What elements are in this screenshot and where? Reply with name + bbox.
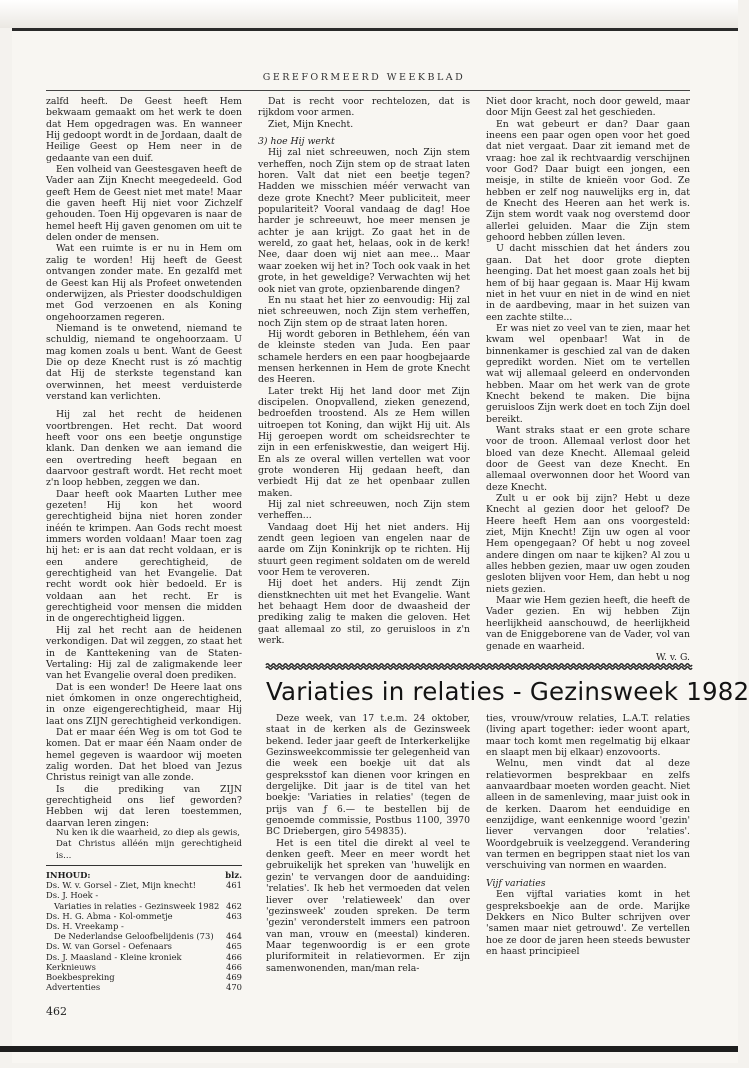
toc-row <box>46 952 242 962</box>
paragraph: Hij zal het recht aan de heidenen verkondigen. Dat wil zeggen, zo staat het in de Kanttekening van de Staten-Vertaling: Hij zal de zaligmakende leer van het Evangelie overal doen prediken. <box>46 624 242 682</box>
column-3 <box>486 96 690 663</box>
page-number: 462 <box>46 1005 67 1018</box>
header-rule <box>46 90 690 91</box>
paragraph: Hij zal niet schreeuwen, noch Zijn stem verheffen... <box>258 499 470 522</box>
toc-entry: Ds. J. Hoek - <box>46 890 99 901</box>
toc-row <box>46 972 242 982</box>
closing-verse <box>46 826 242 860</box>
toc-row <box>46 911 242 921</box>
toc-entry: Ds. J. Maasland - Kleine kroniek <box>46 951 182 962</box>
running-head: GEREFORMEERD WEEKBLAD <box>262 72 466 83</box>
paragraph: En wat gebeurt er dan? Daar gaan ineens een paar ogen open voor het goed dat niet vergaat. Daar zit iemand met de vraag: hoe zal ik rechtvaardig verschijnen voor God? Daar buigt een jongen, een meisje, in stilte de knieën voor God. Ze hebben er zelf nog nauwelijks erg in, dat de Knecht des Heeren aan het werk is. Zijn stem wordt vaak nog overstemd door allerlei geluiden. Maar die Zijn stem gehoord hebben zúllen leven. <box>486 118 690 244</box>
toc-entry: Variaties in relaties - Gezinsweek 1982 <box>54 900 220 911</box>
paragraph: Is die prediking van ZIJN gerechtigheid ons lief geworden? Hebben wij dat leren toestemmen, daarvan leren zingen: <box>46 783 242 829</box>
paragraph: Niet door kracht, noch door geweld, maar door Mijn Geest zal het geschieden. <box>486 96 690 119</box>
toc-page: 470 <box>226 982 242 993</box>
toc-row <box>46 931 242 941</box>
toc-page: 469 <box>226 972 242 983</box>
paragraph: Een vijftal variaties komt in het gespreksboekje aan de orde. Marijke Dekkers en Nico Bulter schrijven over 'samen maar niet getrouwd'. Ze vertellen hoe ze door de jaren heen steeds bewuster en haast principieel <box>486 889 690 957</box>
page-top-shadow <box>0 0 738 28</box>
paragraph: Want straks staat er een grote schare voor de troon. Allemaal verlost door het bloed van deze Knecht. Allemaal geleid door de Geest van deze Knecht. En allemaal overwonnen door het Woord van deze Knecht. <box>486 424 690 493</box>
paragraph: U dacht misschien dat het ánders zou gaan. Dat het door grote diepten heenging. Dat het moest gaan zoals het bij hem of bij haar gegaan is. Maar Hij kwam niet in het vuur en niet in de wind en niet in de aardbeving, maar in het suizen van een zachte stilte... <box>486 243 690 323</box>
toc-row <box>46 921 242 931</box>
toc-page: 465 <box>226 941 242 952</box>
toc-header-page: blz. <box>225 870 242 880</box>
toc-row <box>46 901 242 911</box>
paragraph: Er was niet zo veel van te zien, maar het kwam wel openbaar! Wat in de binnenkamer is geschied zal van de daken gepredikt worden. Niet om te vertellen wat wij allemaal geleerd en ondervonden hebben. Maar om het werk van de grote Knecht bekend te maken. Die bijna geruisloos Zijn werk doet en toch Zijn doel bereikt. <box>486 322 690 425</box>
toc-entry: Ds. H. Vreekamp - <box>46 921 124 932</box>
paragraph: Wat een ruimte is er nu in Hem om zalig te worden! Hij heeft de Geest ontvangen zonder mate. En gezalfd met de Geest kan Hij als Profeet onwetenden onderwijzen, als Priester doodschuldigen met God verzoenen en als Koning ongehoorzamen regeren. <box>46 243 242 323</box>
toc-row <box>46 941 242 951</box>
paragraph: Vandaag doet Hij het niet anders. Hij zendt geen legioen van engelen naar de aarde om Zijn Koninkrijk op te richten. Hij stuurt geen regiment soldaten om de wereld voor Hem te veroveren. <box>258 521 470 579</box>
toc-entry: Ds. W. van Gorsel - Oefenaars <box>46 941 172 952</box>
article-column-1 <box>266 713 470 993</box>
toc-entry: Kerknieuws <box>46 961 96 972</box>
paragraph: Dat is recht voor rechtelozen, dat is rijkdom voor armen. <box>258 96 470 119</box>
bottom-bar <box>0 1046 738 1052</box>
toc-page: 463 <box>226 910 242 921</box>
toc-entry: Advertenties <box>46 982 101 993</box>
verse-line: Nu ken ik die waarheid, zo diep als gewis, <box>56 828 240 838</box>
paragraph: Welnu, men vindt dat al deze relatievormen besprekbaar en zelfs aanvaardbaar moeten worden geacht. Niet alleen in de samenleving, maar juist ook in de kerken. Daarom het eenduidige en eenzijdige, want eenkennige woord 'gezin' liever vervangen door 'relaties'. Woordgebruik is veelzeggend. Verandering van termen en begrippen staat niet los van verschuiving van normen en waarden. <box>486 758 690 872</box>
section-heading: Vijf variaties <box>486 877 546 889</box>
column-1 <box>46 96 242 829</box>
paragraph: Het is een titel die direkt al veel te denken geeft. Meer en meer wordt het gebruikelijk het spreken van 'huwelijk en gezin' te vervangen door de aanduiding: 'relaties'. Ik heb het vermoeden dat velen liever over 'relatieweek' dan over 'gezinsweek' zouden spreken. De term 'gezin' veronderstelt immers een patroon van man, vrouw en (meestal) kinderen. Maar tegenwoordig is er een grote pluriformiteit in relatievormen. Er zijn samenwonenden, man/man rela- <box>266 837 470 974</box>
paragraph: zalfd heeft. De Geest heeft Hem bekwaam gemaakt om het werk te doen dat Hem opgedragen was. En wanneer Hij gedoopt wordt in de Jordaan, daalt de Heilige Geest op Hem neer in de gedaante van een duif. <box>46 96 242 164</box>
author-signature: W. v. G. <box>656 651 690 663</box>
toc-entry: Ds. W. v. Gorsel - Ziet, Mijn knecht! <box>46 880 196 891</box>
toc-page: 466 <box>226 951 242 962</box>
paragraph: Zult u er ook bij zijn? Hebt u deze Knecht al gezien door het geloof? De Heere heeft Hem aan ons voorgesteld: ziet, Mijn Knecht! Zijn uw ogen al voor Hem opengegaan? Of hebt u nog zoveel andere dingen om naar te kijken? Al zou u alles hebben gezien, maar uw ogen zouden gesloten blijven voor Hem, dan hebt u nog niets gezien. <box>486 493 690 595</box>
paragraph: Hij zal niet schreeuwen, noch Zijn stem verheffen, noch Zijn stem op de straat laten horen. Valt dat niet een beetje tegen? Hadden we misschien méér verwacht van deze grote Knecht? Meer publiciteit, meer populariteit? Vooral vandaag de dag! Hoe harder je schreeuwt, hoe meer mensen je achter je aan krijgt. Zo gaat het in de wereld, zo gaat het, helaas, ook in de kerk! Nee, daar doen wij niet aan mee... Maar waar zoeken wij het in? Toch ook vaak in het grote, in het geweldige? Verwachten wij het ook niet van grote, opzienbarende dingen? <box>258 147 470 295</box>
toc-rows <box>46 880 242 992</box>
article-title: Variaties in relaties - Gezinsweek 1982 <box>266 677 749 706</box>
paragraph: Hij zal het recht de heidenen voortbrengen. Het recht. Dat woord heeft voor ons een beetje ongunstige klank. Dan denken we aan iemand die een overtreding heeft begaan en daarvoor gestraft wordt. Het recht moet z'n loop hebben, zeggen we dan. <box>46 409 242 489</box>
paragraph: Niemand is te onwetend, niemand te schuldig, niemand te ongehoorzaam. U mag komen zoals u bent. Want de Geest Die op deze Knecht rust is zó machtig dat Hij de sterkste tegenstand kan overwinnen, het meest verduisterde verstand kan verlichten. <box>46 322 242 402</box>
paragraph: Hij wordt geboren in Bethlehem, één van de kleinste steden van Juda. Een paar schamele herders en een paar hoogbejaarde mensen herkennen in Hem de grote Knecht des Heeren. <box>258 328 470 386</box>
section-heading: 3) hoe Hij werkt <box>258 136 335 148</box>
paragraph: Dat er maar één Weg is om tot God te komen. Dat er maar één Naam onder de hemel gegeven is waardoor wij moeten zalig worden. Dat het bloed van Jezus Christus reinigt van alle zonde. <box>46 726 242 784</box>
paragraph: Dat is een wonder! De Heere laat ons niet ómkomen in onze ongerechtigheid, in onze eigengerechtigheid, maar Hij laat ons ZIJN gerechtigheid verkondigen. <box>46 681 242 727</box>
paragraph: Maar wie Hem gezien heeft, die heeft de Vader gezien. En wij hebben Zijn heerlijkheid aanschouwd, de heerlijkheid van de Eniggeborene van de Vader, vol van genade en waarheid. <box>486 595 690 652</box>
paragraph: Deze week, van 17 t.e.m. 24 oktober, staat in de kerken als de Gezinsweek bekend. Ieder jaar geeft de Interkerkelijke Gezinsweekcommissie ter gelegenheid van die week een boekje uit dat als gespreksstof kan dienen voor kringen en dergelijke. Dit jaar is de titel van het boekje: 'Variaties in relaties' (tegen de prijs van ƒ 6.— te bestellen bij de genoemde commissie, Postbus 1100, 3970 BC Driebergen, giro 549835). <box>266 713 470 838</box>
toc-page: 461 <box>226 880 242 891</box>
toc-row <box>46 880 242 890</box>
toc-page <box>238 921 242 931</box>
toc-entry: Boekbespreking <box>46 972 115 983</box>
toc-header-label: INHOUD: <box>46 870 91 880</box>
toc-page: 462 <box>226 900 242 911</box>
paragraph: Daar heeft ook Maarten Luther mee gezeten! Hij kon het woord gerechtigheid bijna niet horen zonder inéén te krimpen. Aan Gods recht moest immers worden voldaan! Maar toen zag hij het: er is aan dat recht voldaan, er is een andere gerechtigheid, de gerechtigheid van het Evangelie. Dat recht wordt ook hièr bedoeld. Er is voldaan aan het recht. Er is gerechtigheid voor mensen die midden in de ongerechtigheid liggen. <box>46 488 242 625</box>
verse-line: Dat Christus alléén mijn gerechtigheid is... <box>56 839 242 861</box>
toc-page: 466 <box>226 961 242 972</box>
toc-entry: Ds. H. G. Abma - Kol-ommetje <box>46 910 173 921</box>
wavy-divider <box>266 661 690 671</box>
paragraph: Ziet, Mijn Knecht. <box>268 118 354 130</box>
toc-row <box>46 962 242 972</box>
paragraph: Later trekt Hij het land door met Zijn discipelen. Onopvallend, zieken genezend, bedroefden troostend. Als ze Hem willen uitroepen tot Koning, dan wijkt Hij uit. Als Hij geroepen wordt om scheidsrechter te zijn in een erfeniskwestie, dan weigert Hij. En als ze overal willen vertellen wat voor grote wonderen Hij gedaan heeft, dan verbiedt Hij dat ze het openbaar zullen maken. <box>258 385 470 499</box>
toc-page <box>238 890 242 900</box>
article-column-2 <box>486 713 690 993</box>
table-of-contents <box>46 865 242 992</box>
paragraph: Een volheid van Geestesgaven heeft de Vader aan Zijn Knecht meegedeeld. God geeft Hem de Geest niet met mate! Maar die gaven heeft Hij niet voor Zichzelf gehouden. Toen Hij opgevaren is naar de hemel heeft Hij gaven genomen om uit te delen onder de mensen. <box>46 164 242 244</box>
paragraph: Hij doet het anders. Hij zendt Zijn dienstknechten uit met het Evangelie. Want het behaagt Hem door de dwaasheid der prediking zalig te maken die geloven. Het gaat allemaal zo stil, zo geruisloos in z'n werk. <box>258 578 470 647</box>
toc-entry: De Nederlandse Geloofbelijdenis (73) <box>54 931 214 942</box>
column-2 <box>258 96 470 656</box>
toc-row <box>46 890 242 900</box>
toc-header <box>46 870 242 880</box>
toc-row <box>46 982 242 992</box>
paragraph: ties, vrouw/vrouw relaties, L.A.T. relaties (living apart together: ieder woont apart, maar toch komt men regelmatig bij elkaar en slaapt men bij elkaar) enzovoorts. <box>486 713 690 759</box>
toc-page: 464 <box>226 931 242 942</box>
paragraph: En nu staat het hier zo eenvoudig: Hij zal niet schreeuwen, noch Zijn stem verheffen, noch Zijn stem op de straat laten horen. <box>258 294 470 329</box>
